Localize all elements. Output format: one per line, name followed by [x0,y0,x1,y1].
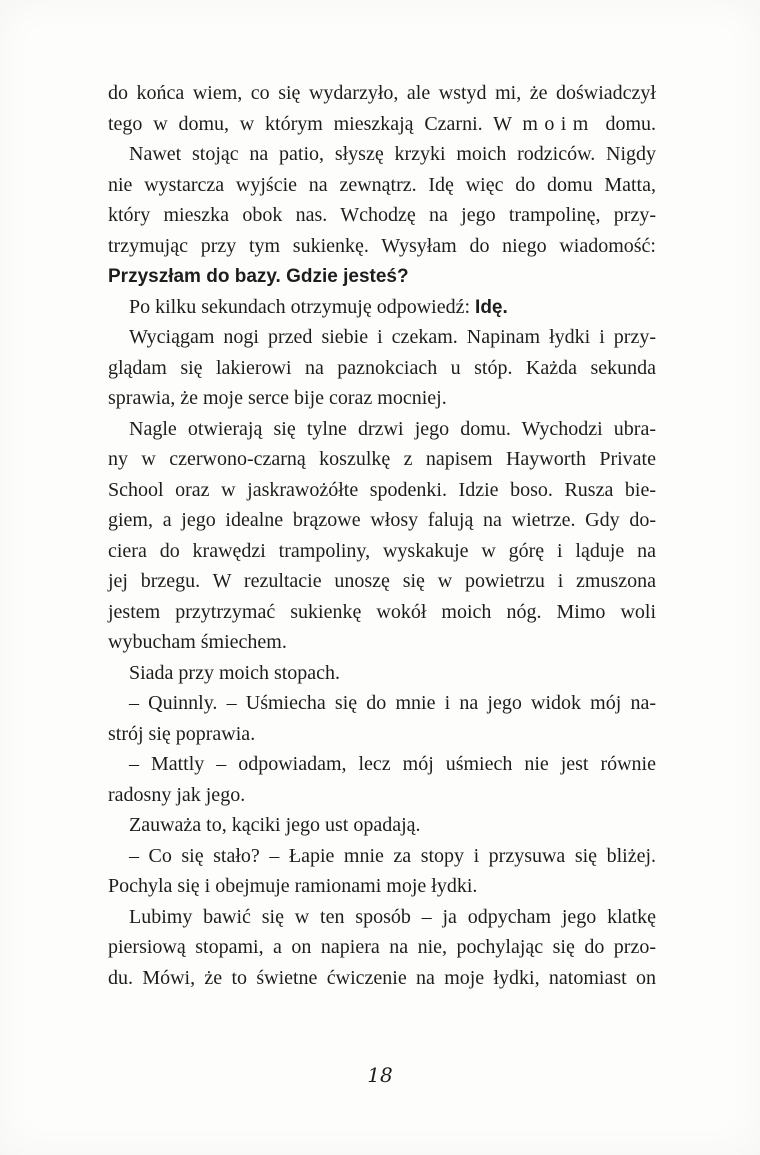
text-line [108,261,656,292]
text-line [108,688,656,719]
text-line [108,200,656,231]
text-line [108,170,656,201]
text-line [108,536,656,567]
body-text: radosny jak jego. [108,783,246,806]
body-text: Wyciągam nogi przed siebie i czekam. Napinam łydki i przy- [129,326,656,348]
body-text: ny w czerwono-czarną koszulkę z napisem Hayworth Private [108,448,656,470]
text-block [108,78,656,993]
text-line [108,139,656,170]
body-text: jestem przytrzymać sukienkę wokół moich nóg. Mimo woli [108,600,656,623]
body-text: do końca wiem, co się wydarzyło, ale wstyd mi, że doświadczył [108,82,656,104]
body-text: glądam się lakierowi na paznokciach u stóp. Każda sekunda [108,356,656,379]
body-text: ciera do krawędzi trampoliny, wyskakuje w górę i ląduje na [108,539,656,562]
body-text: Nagle otwierają się tylne drzwi jego domu. Wychodzi ubra- [129,417,656,440]
body-text: Nawet stojąc na patio, słyszę krzyki moich rodziców. Nigdy [129,143,656,165]
body-text: Pochyla się i obejmuje ramionami moje łydki. [108,875,478,897]
text-line [108,871,656,902]
body-text: sprawia, że moje serce bije coraz mocniej. [108,387,447,409]
text-line [108,719,656,750]
body-text: School oraz w jaskrawożółte spodenki. Idzie boso. Rusza bie- [108,478,656,501]
sms-text: Przyszłam do bazy. Gdzie jesteś? [108,266,409,287]
body-text: giem, a jego idealne brązowe włosy falują na wietrze. Gdy do- [108,509,656,531]
body-text: który mieszka obok nas. Wchodzę na jego trampolinę, przy- [108,204,656,226]
text-line [108,932,656,963]
text-line [108,841,656,872]
body-text: Lubimy bawić się w ten sposób – ja odpycham jego klatkę [129,905,656,928]
body-text: strój się poprawia. [108,722,256,745]
sms-text: Idę. [475,296,508,318]
text-line [108,444,656,475]
emphasis-spaced-text: moim [522,112,595,135]
text-line [108,109,656,140]
body-text: – Mattly – odpowiadam, lecz mój uśmiech nie jest równie [129,753,656,775]
text-line [108,414,656,445]
body-text: wybucham śmiechem. [108,631,287,653]
text-line [108,78,656,109]
text-line [108,566,656,597]
body-text: tego w domu, w którym mieszkają Czarni. W [108,112,523,135]
body-text: domu. [594,112,656,135]
body-text: du. Mówi, że to świetne ćwiczenie na moje łydki, natomiast on [108,966,656,989]
text-line [108,231,656,262]
page-number: 18 [367,1063,393,1087]
body-text: – Co się stało? – Łapie mnie za stopy i przysuwa się bliżej. [129,844,656,867]
text-line [108,292,656,323]
body-text: nie wystarcza wyjście na zewnątrz. Idę więc do domu Matta, [108,173,656,196]
text-line [108,963,656,994]
text-line [108,597,656,628]
text-line [108,749,656,780]
text-line [108,902,656,933]
text-line [108,627,656,658]
text-line [108,322,656,353]
body-text: Zauważa to, kąciki jego ust opadają. [129,814,421,836]
body-text: Po kilku sekundach otrzymuję odpowiedź: [129,295,476,318]
text-line [108,658,656,689]
text-line [108,780,656,811]
text-line [108,383,656,414]
text-line [108,353,656,384]
body-text: jej brzegu. W rezultacie unoszę się w powietrzu i zmuszona [108,570,656,592]
text-line [108,810,656,841]
body-text: Siada przy moich stopach. [129,661,341,684]
text-line [108,475,656,506]
body-text: – Quinnly. – Uśmiecha się do mnie i na jego widok mój na- [129,692,656,714]
body-text: trzymując przy tym sukienkę. Wysyłam do niego wiadomość: [108,234,656,257]
body-text: piersiową stopami, a on napiera na nie, pochylając się do przo- [108,936,656,958]
text-line [108,505,656,536]
